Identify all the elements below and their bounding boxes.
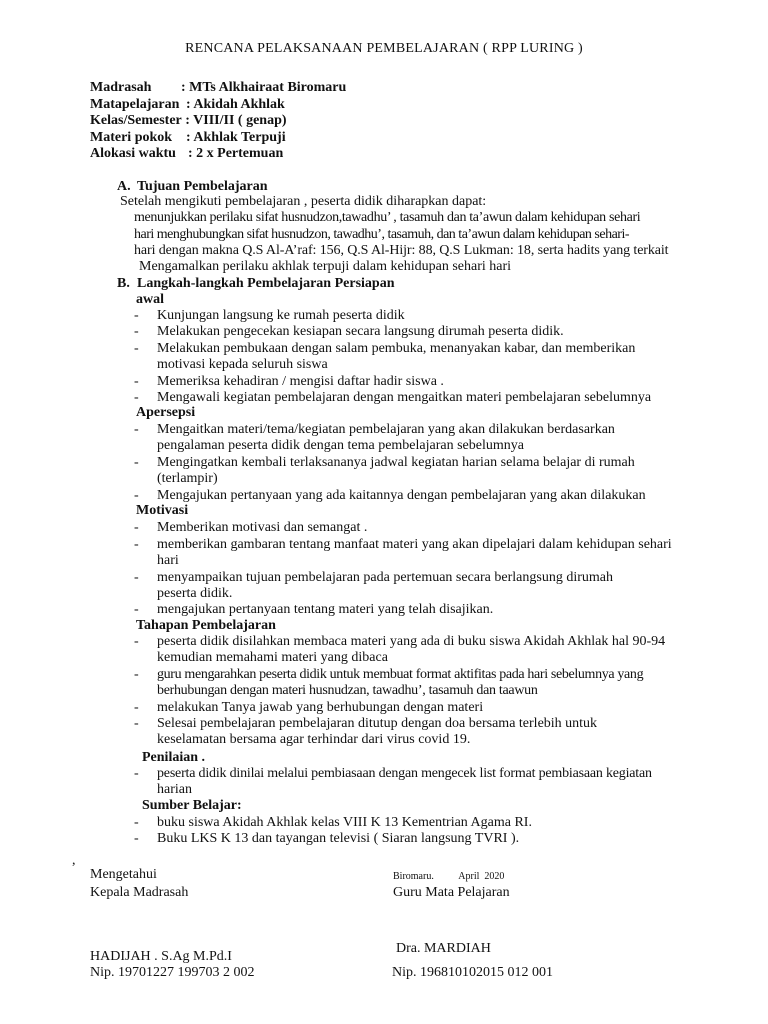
list-item: - Buku LKS K 13 dan tayangan televisi ( Siaran langsung TVRI ). (134, 831, 520, 846)
list-item: - mengajukan pertanyaan tentang materi yang telah disajikan. (134, 602, 494, 617)
footer-place-date: Biromaru. April 2020 (393, 871, 505, 882)
list-item: - Melakukan pembukaan dengan salam pembuka, menanyakan kabar, dan memberikan motivasi kepada seluruh siswa (134, 341, 636, 372)
section-a-line: hari dengan makna Q.S Al-A’raf: 156, Q.S Al-Hijr: 88, Q.S Lukman: 18, serta hadits yang terkait (134, 243, 669, 258)
list-item: - Selesai pembelajaran pembelajaran ditutup dengan doa bersama terlebih untuk keselamatan bersama agar terhindar dari virus covid 19. (134, 716, 598, 747)
document-title: RENCANA PELAKSANAAN PEMBELAJARAN ( RPP LURING ) (185, 41, 583, 56)
section-title: Langkah-langkah Pembelajaran Persiapan (137, 276, 395, 291)
list-item: - memberikan gambaran tentang manfaat materi yang akan dipelajari dalam kehidupan sehari hari (134, 537, 672, 568)
signer-left-name: HADIJAH . S.Ag M.Pd.I (90, 949, 232, 964)
list-item: - peserta didik disilahkan membaca materi yang ada di buku siswa Akidah Akhlak hal 90-94 kemudian memahami materi yang dibaca (134, 634, 666, 665)
list-item: - Memberikan motivasi dan semangat . (134, 520, 368, 535)
subheading-awal: awal (136, 292, 164, 307)
list-item: - Kunjungan langsung ke rumah peserta didik (134, 308, 405, 323)
footer-mengetahui: Mengetahui (90, 867, 157, 882)
section-a-heading (117, 179, 268, 195)
signer-right-name: Dra. MARDIAH (396, 941, 491, 956)
section-a-line: Setelah mengikuti pembelajaran , peserta didik diharapkan dapat: (120, 194, 487, 209)
list-item: - menyampaikan tujuan pembelajaran pada pertemuan secara berlangsung dirumah peserta didik. (134, 570, 613, 601)
stray-comma: , (72, 853, 76, 868)
info-label: Materi pokok (90, 129, 173, 145)
list-item: - Memeriksa kehadiran / mengisi daftar hadir siswa . (134, 374, 444, 389)
section-title: Tujuan Pembelajaran (137, 179, 268, 194)
section-letter: A. (117, 179, 131, 194)
section-letter: B. (117, 276, 130, 291)
info-label: Matapelajaran (90, 96, 180, 112)
signer-left-nip: Nip. 19701227 199703 2 002 (90, 965, 255, 980)
section-a-line: Mengamalkan perilaku akhlak terpuji dalam kehidupan sehari hari (139, 259, 512, 274)
list-item: - Melakukan pengecekan kesiapan secara langsung dirumah peserta didik. (134, 324, 564, 339)
subheading-penilaian: Penilaian . (142, 750, 206, 765)
info-value: : MTs Alkhairaat Biromaru (181, 80, 347, 95)
section-a-line: menunjukkan perilaku sifat husnudzon,tawadhu’ , tasamuh dan ta’awun dalam kehidupan sehari (134, 210, 641, 225)
footer-guru-mapel: Guru Mata Pelajaran (393, 885, 510, 900)
info-label: Kelas/Semester (90, 113, 182, 128)
section-b-heading (117, 276, 394, 292)
info-value: : Akhlak Terpuji (186, 129, 286, 145)
signer-right-nip: Nip. 196810102015 012 001 (392, 965, 553, 980)
info-row-alokasi (90, 146, 346, 163)
subheading-sumber: Sumber Belajar: (142, 798, 242, 813)
list-item: - melakukan Tanya jawab yang berhubungan dengan materi (134, 700, 484, 715)
info-value: : VIII/II ( genap) (185, 113, 287, 128)
info-row-kelas (90, 113, 346, 130)
list-item: - Mengingatkan kembali terlaksananya jadwal kegiatan harian selama belajar di rumah (terlampir) (134, 455, 635, 486)
info-value: : 2 x Pertemuan (188, 146, 284, 161)
info-block (90, 80, 346, 163)
info-label: Madrasah (90, 80, 152, 95)
list-item: - peserta didik dinilai melalui pembiasaan dengan mengecek list format pembiasaan kegiatan harian (134, 766, 652, 797)
footer-kepala-madrasah: Kepala Madrasah (90, 885, 189, 900)
list-item: - guru mengarahkan peserta didik untuk membuat format aktifitas pada hari sebelumnya yang berhubungan dengan materi husnudzan, tawadhu’, tasamuh dan taawun (134, 667, 644, 698)
info-label: Alokasi waktu (90, 146, 176, 161)
subheading-tahapan: Tahapan Pembelajaran (136, 618, 276, 633)
list-item: - Mengaitkan materi/tema/kegiatan pembelajaran yang akan dilakukan berdasarkan pengalaman peserta didik dengan tema pembelajaran sebelumnya (134, 422, 615, 453)
list-item: - buku siswa Akidah Akhlak kelas VIII K 13 Kementrian Agama RI. (134, 815, 532, 830)
info-row-matapelajaran (90, 97, 346, 114)
subheading-apersepsi: Apersepsi (136, 405, 196, 420)
list-item: - Mengawali kegiatan pembelajaran dengan mengaitkan materi pembelajaran sebelumnya (134, 390, 652, 405)
list-item: - Mengajukan pertanyaan yang ada kaitannya dengan pembelajaran yang akan dilakukan (134, 488, 646, 503)
info-row-materi (90, 130, 346, 147)
section-a-line: hari menghubungkan sifat husnudzon, tawadhu’, tasamuh, dan ta’awun dalam kehidupan sehari- (134, 227, 630, 242)
subheading-motivasi: Motivasi (136, 503, 189, 518)
info-row-madrasah (90, 80, 346, 97)
info-value: : Akidah Akhlak (186, 96, 285, 112)
